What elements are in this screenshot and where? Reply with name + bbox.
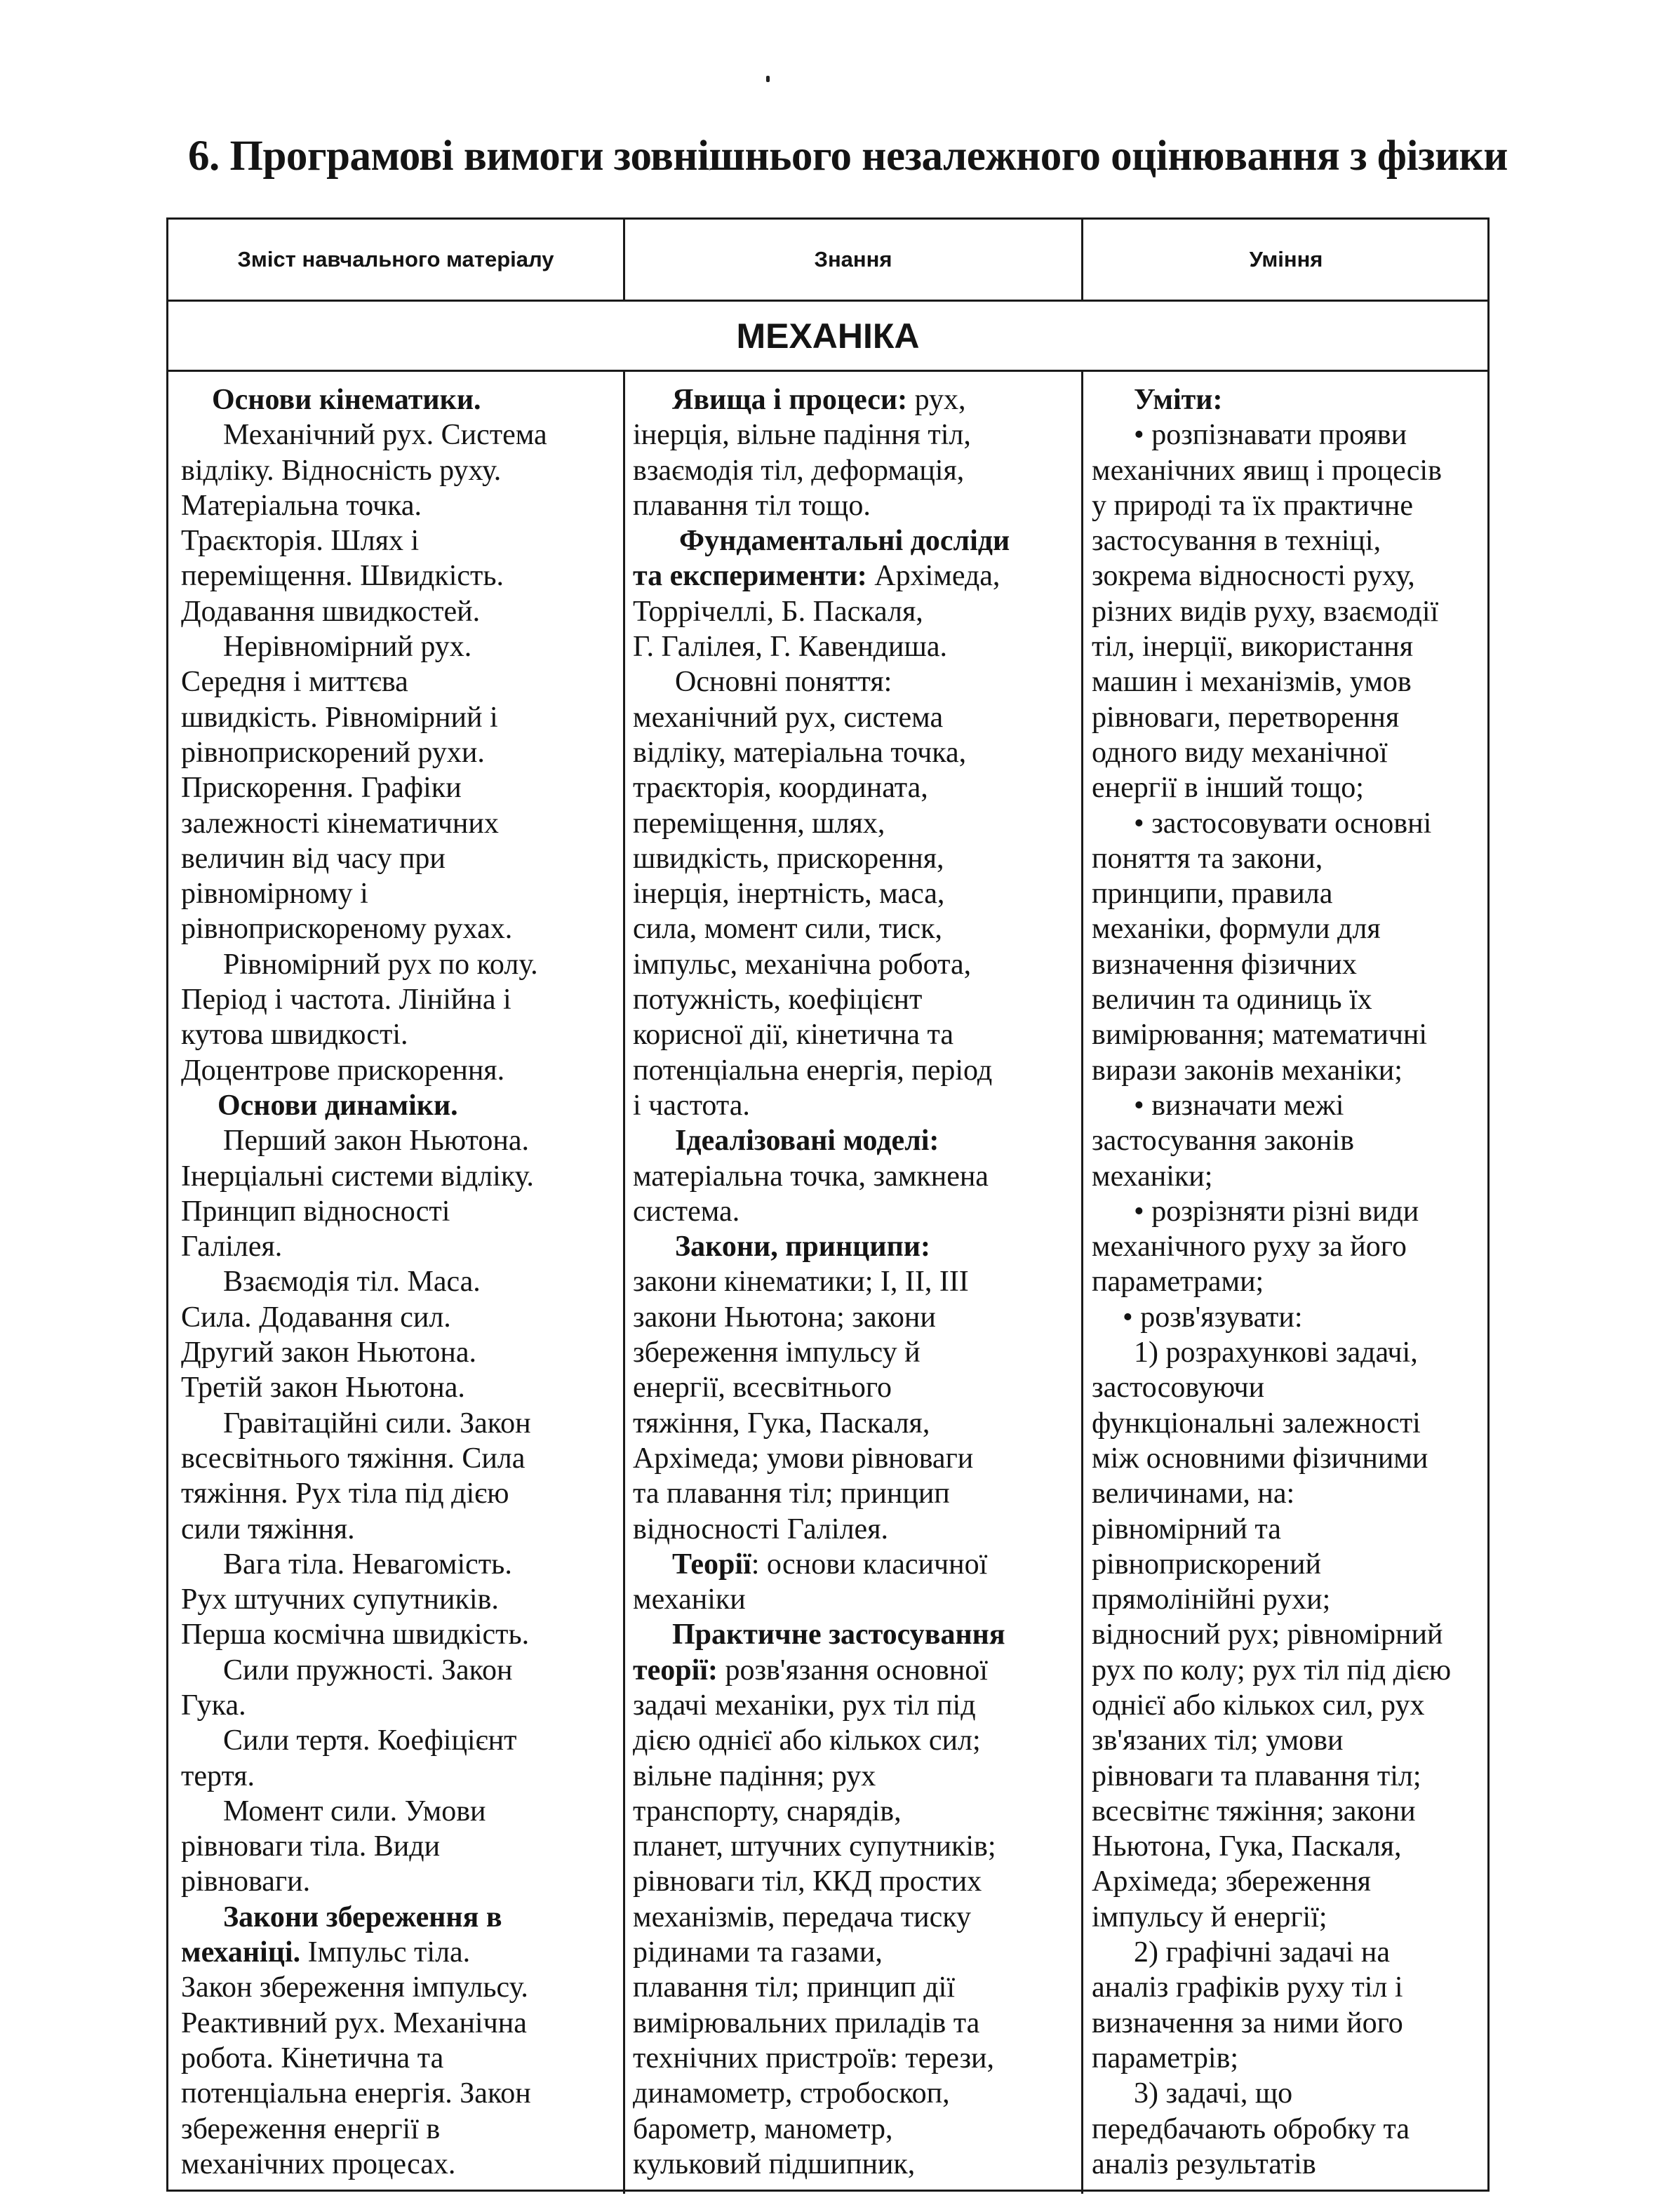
bold-text: Теорії bbox=[672, 1548, 751, 1581]
text-line: Середня і миттєва bbox=[181, 666, 408, 699]
bullet-item: • розв'язувати: bbox=[1123, 1301, 1303, 1334]
text-line: параметрів; bbox=[1092, 2042, 1239, 2074]
text-line: Другий закон Ньютона. bbox=[181, 1336, 476, 1369]
text-span: рух, bbox=[907, 384, 966, 416]
text-line: технічних пристроїв: терези, bbox=[633, 2042, 995, 2074]
numbered-item: 1) розрахункові задачі, bbox=[1134, 1336, 1418, 1369]
text-line: вільне падіння; рух bbox=[633, 1759, 876, 1792]
text-line: кульковий підшипник, bbox=[633, 2147, 916, 2180]
bold-text: Уміти: bbox=[1134, 384, 1223, 416]
text-line: зв'язаних тіл; умови bbox=[1092, 1724, 1344, 1757]
text-line: система. bbox=[633, 1195, 740, 1228]
text-line: траєкторія, координата, bbox=[633, 772, 928, 805]
column-divider bbox=[623, 372, 625, 2194]
text-line: Реактивний рух. Механічна bbox=[181, 2006, 527, 2039]
text-line: визначення за ними його bbox=[1092, 2006, 1403, 2039]
bold-text: Основи динаміки. bbox=[218, 1089, 458, 1122]
text-line: потенціальна енергія. Закон bbox=[181, 2077, 531, 2110]
text-line: відносний рух; рівномірний bbox=[1092, 1618, 1443, 1651]
bold-text: та експерименти: bbox=[633, 560, 867, 593]
bullet-item: • визначати межі bbox=[1134, 1089, 1344, 1122]
text-line: механічний рух, система bbox=[633, 701, 944, 734]
text-line bbox=[633, 1547, 1075, 1582]
text-line: інерція, інертність, маса, bbox=[633, 878, 945, 911]
topic-heading bbox=[633, 1229, 1075, 1264]
column-divider bbox=[1081, 220, 1083, 302]
text-line: величин від часу при bbox=[181, 842, 446, 875]
bold-text: теорії: bbox=[633, 1654, 718, 1687]
text-line: Інерціальні системи відліку. bbox=[181, 1160, 534, 1193]
text-line: Торрічеллі, Б. Паскаля, bbox=[633, 595, 923, 628]
topic-heading bbox=[633, 523, 1075, 558]
text-line: потенціальна енергія, період bbox=[633, 1054, 993, 1087]
text-line: рівноваги та плавання тіл; bbox=[1092, 1759, 1421, 1792]
knowledge-column bbox=[633, 382, 1075, 2182]
text-line: інерція, вільне падіння тіл, bbox=[633, 419, 971, 452]
topic-heading bbox=[181, 1900, 616, 1935]
text-line: між основними фізичними bbox=[1092, 1442, 1428, 1475]
text-line: передбачають обробку та bbox=[1092, 2112, 1410, 2145]
text-line: енергії в інший тощо; bbox=[1092, 772, 1364, 805]
column-divider bbox=[623, 220, 625, 302]
text-line: рух по колу; рух тіл під дією bbox=[1092, 1654, 1452, 1687]
text-span: Імпульс тіла. bbox=[300, 1936, 471, 1969]
text-line: Рівномірний рух по колу. bbox=[223, 948, 538, 981]
text-span: Архімеда, bbox=[866, 560, 1001, 593]
table-header-row bbox=[168, 220, 1487, 302]
text-line: кутова швидкості. bbox=[181, 1019, 408, 1052]
text-line: Принцип відносності bbox=[181, 1195, 450, 1228]
bold-text: механіці. bbox=[181, 1936, 301, 1969]
text-line: Момент сили. Умови bbox=[223, 1795, 486, 1828]
text-line bbox=[633, 1653, 1075, 1688]
text-line: Доцентрове прискорення. bbox=[181, 1054, 505, 1087]
text-line: Траєкторія. Шлях і bbox=[181, 525, 420, 558]
text-line: застосовуючи bbox=[1092, 1372, 1265, 1405]
text-line: рівноваги тіла. Види bbox=[181, 1830, 441, 1863]
text-line: енергії, всесвітнього bbox=[633, 1372, 892, 1405]
section-heading: МЕХАНІКА bbox=[168, 302, 1487, 372]
topic-heading bbox=[633, 1617, 1075, 1652]
text-line: тіл, інерції, використання bbox=[1092, 631, 1414, 664]
text-line: рівномірному і bbox=[181, 878, 368, 911]
text-line bbox=[633, 558, 1075, 594]
text-line: потужність, коефіцієнт bbox=[633, 984, 923, 1017]
header-content: Зміст навчального матеріалу bbox=[237, 247, 554, 272]
text-line: механіки bbox=[633, 1583, 746, 1616]
text-line: параметрами; bbox=[1092, 1266, 1264, 1299]
topic-heading bbox=[181, 1088, 616, 1123]
bold-text: Закони збереження в bbox=[223, 1901, 502, 1933]
text-line: тяжіння. Рух тіла під дією bbox=[181, 1477, 509, 1510]
text-line: зокрема відносності руху, bbox=[1092, 560, 1415, 593]
text-line: плавання тіл тощо. bbox=[633, 489, 871, 522]
text-line bbox=[633, 382, 1075, 417]
text-line bbox=[181, 1935, 616, 1970]
topic-heading bbox=[1092, 382, 1485, 417]
text-line: величинами, на: bbox=[1092, 1477, 1295, 1510]
bold-text: Ідеалізовані моделі: bbox=[675, 1125, 939, 1158]
text-line: вирази законів механіки; bbox=[1092, 1054, 1403, 1087]
text-line: Механічний рух. Система bbox=[223, 419, 547, 452]
text-line: одного виду механічної bbox=[1092, 736, 1388, 769]
text-line: всесвітнього тяжіння. Сила bbox=[181, 1442, 526, 1475]
text-line: у природі та їх практичне bbox=[1092, 489, 1414, 522]
text-line: рівноваги тіл, ККД простих bbox=[633, 1865, 982, 1898]
text-line: залежності кінематичних bbox=[181, 807, 499, 840]
text-line: рівномірний та bbox=[1092, 1513, 1281, 1546]
text-line: Галілея. bbox=[181, 1231, 283, 1263]
text-line: Перша космічна швидкість. bbox=[181, 1618, 530, 1651]
text-line: Гравітаційні сили. Закон bbox=[223, 1407, 531, 1440]
text-line: однієї або кількох сил, рух bbox=[1092, 1689, 1425, 1722]
skills-column bbox=[1092, 382, 1485, 2182]
text-line: всесвітнє тяжіння; закони bbox=[1092, 1795, 1416, 1828]
content-column bbox=[181, 382, 616, 2182]
text-line: аналіз графіків руху тіл і bbox=[1092, 1971, 1403, 2004]
text-line: дією однієї або кількох сил; bbox=[633, 1724, 981, 1757]
numbered-item: 2) графічні задачі на bbox=[1134, 1936, 1390, 1969]
text-line: Ньютона, Гука, Паскаля, bbox=[1092, 1830, 1402, 1863]
text-span: розв'язання основної bbox=[717, 1654, 988, 1687]
text-line: Рух штучних супутників. bbox=[181, 1583, 499, 1616]
text-line: тертя. bbox=[181, 1759, 255, 1792]
text-line: рівноприскорений bbox=[1092, 1548, 1321, 1581]
text-line: Додавання швидкостей. bbox=[181, 595, 481, 628]
text-line: Сили тертя. Коефіцієнт bbox=[223, 1724, 517, 1757]
text-line: сила, момент сили, тиск, bbox=[633, 913, 942, 946]
text-line: рівноприскорений рухи. bbox=[181, 736, 485, 769]
text-line: збереження енергії в bbox=[181, 2112, 441, 2145]
text-line: рівноприскореному рухах. bbox=[181, 913, 513, 946]
text-line: матеріальна точка, замкнена bbox=[633, 1160, 989, 1193]
header-knowledge: Знання bbox=[814, 247, 892, 272]
text-line: та плавання тіл; принцип bbox=[633, 1477, 950, 1510]
text-line: планет, штучних супутників; bbox=[633, 1830, 996, 1863]
text-line: поняття та закони, bbox=[1092, 842, 1323, 875]
text-line: Архімеда; збереження bbox=[1092, 1865, 1371, 1898]
text-line: рідинами та газами, bbox=[633, 1936, 883, 1969]
column-divider bbox=[1081, 372, 1083, 2194]
text-line: застосування в техніці, bbox=[1092, 525, 1381, 558]
text-line: швидкість, прискорення, bbox=[633, 842, 944, 875]
topic-heading bbox=[181, 382, 616, 417]
text-line: Вага тіла. Невагомість. bbox=[223, 1548, 512, 1581]
bold-text: Фундаментальні досліди bbox=[679, 525, 1010, 558]
text-line: сили тяжіння. bbox=[181, 1513, 355, 1546]
text-line: взаємодія тіл, деформація, bbox=[633, 454, 965, 487]
text-line: вимірювальних приладів та bbox=[633, 2006, 980, 2039]
text-line: рівноваги, перетворення bbox=[1092, 701, 1400, 734]
text-line: відносності Галілея. bbox=[633, 1513, 889, 1546]
text-line: принципи, правила bbox=[1092, 878, 1333, 911]
text-line: задачі механіки, рух тіл під bbox=[633, 1689, 976, 1722]
bullet-item: • застосовувати основні bbox=[1134, 807, 1432, 840]
text-line: Прискорення. Графіки bbox=[181, 772, 462, 805]
text-line: Закон збереження імпульсу. bbox=[181, 1971, 528, 2004]
text-line: Третій закон Ньютона. bbox=[181, 1372, 465, 1405]
text-line: механічного руху за його bbox=[1092, 1231, 1407, 1263]
bold-text: Закони, принципи: bbox=[675, 1231, 930, 1263]
text-line: збереження імпульсу й bbox=[633, 1336, 921, 1369]
text-line: відліку. Відносність руху. bbox=[181, 454, 502, 487]
text-line: прямолінійні рухи; bbox=[1092, 1583, 1331, 1616]
text-line: транспорту, снарядів, bbox=[633, 1795, 902, 1828]
text-line: механізмів, передача тиску bbox=[633, 1901, 972, 1933]
text-line: імпульсу й енергії; bbox=[1092, 1901, 1327, 1933]
text-line: визначення фізичних bbox=[1092, 948, 1357, 981]
text-line: швидкість. Рівномірний і bbox=[181, 701, 498, 734]
text-line: імпульс, механічна робота, bbox=[633, 948, 972, 981]
bold-text: Явища і процеси: bbox=[672, 384, 908, 416]
text-line: барометр, манометр, bbox=[633, 2112, 893, 2145]
text-line: відліку, матеріальна точка, bbox=[633, 736, 967, 769]
text-line: тяжіння, Гука, Паскаля, bbox=[633, 1407, 930, 1440]
text-line: робота. Кінетична та bbox=[181, 2042, 444, 2074]
text-line: механіки; bbox=[1092, 1160, 1213, 1193]
text-line: Період і частота. Лінійна і bbox=[181, 984, 511, 1017]
bold-text: Основи кінематики. bbox=[212, 384, 481, 416]
text-span: : основи класичної bbox=[751, 1548, 988, 1581]
text-line: переміщення. Швидкість. bbox=[181, 560, 504, 593]
text-line: динамометр, стробоскоп, bbox=[633, 2077, 950, 2110]
text-line: Взаємодія тіл. Маса. bbox=[223, 1266, 481, 1299]
text-line: аналіз результатів bbox=[1092, 2147, 1316, 2180]
text-line: закони кінематики; I, II, III bbox=[633, 1266, 969, 1299]
text-line: функціональні залежності bbox=[1092, 1407, 1421, 1440]
text-line: і частота. bbox=[633, 1089, 750, 1122]
text-line: Гука. bbox=[181, 1689, 246, 1722]
text-line: закони Ньютона; закони bbox=[633, 1301, 936, 1334]
text-line: механічних явищ і процесів bbox=[1092, 454, 1442, 487]
bullet-item: • розрізняти різні види bbox=[1134, 1195, 1419, 1228]
text-line: плавання тіл; принцип дії bbox=[633, 1971, 955, 2004]
text-line: Г. Галілея, Г. Кавендиша. bbox=[633, 631, 948, 664]
text-line: застосування законів bbox=[1092, 1125, 1354, 1158]
text-line: Перший закон Ньютона. bbox=[223, 1125, 529, 1158]
text-line: Основні поняття: bbox=[675, 666, 892, 699]
requirements-table bbox=[166, 217, 1490, 2192]
numbered-item: 3) задачі, що bbox=[1134, 2077, 1293, 2110]
text-line: Сила. Додавання сил. bbox=[181, 1301, 451, 1334]
topic-heading bbox=[633, 1123, 1075, 1158]
text-line: переміщення, шлях, bbox=[633, 807, 885, 840]
text-line: різних видів руху, взаємодії bbox=[1092, 595, 1439, 628]
text-line: Архімеда; умови рівноваги bbox=[633, 1442, 974, 1475]
text-line: Сили пружності. Закон bbox=[223, 1654, 513, 1687]
text-line: механічних процесах. bbox=[181, 2147, 456, 2180]
scan-speck bbox=[766, 76, 770, 82]
bullet-item: • розпізнавати прояви bbox=[1134, 419, 1407, 452]
text-line: машин і механізмів, умов bbox=[1092, 666, 1412, 699]
page-title: 6. Програмові вимоги зовнішнього незалежного оцінювання з фізики bbox=[188, 133, 1508, 180]
text-line: вимірювання; математичні bbox=[1092, 1019, 1428, 1052]
text-line: рівноваги. bbox=[181, 1865, 311, 1898]
text-line: величин та одиниць їх bbox=[1092, 984, 1372, 1017]
text-line: корисної дії, кінетична та bbox=[633, 1019, 954, 1052]
text-line: Матеріальна точка. bbox=[181, 489, 422, 522]
text-line: Нерівномірний рух. bbox=[223, 631, 472, 664]
header-skills: Уміння bbox=[1249, 247, 1323, 272]
bold-text: Практичне застосування bbox=[672, 1618, 1005, 1651]
text-line: механіки, формули для bbox=[1092, 913, 1381, 946]
